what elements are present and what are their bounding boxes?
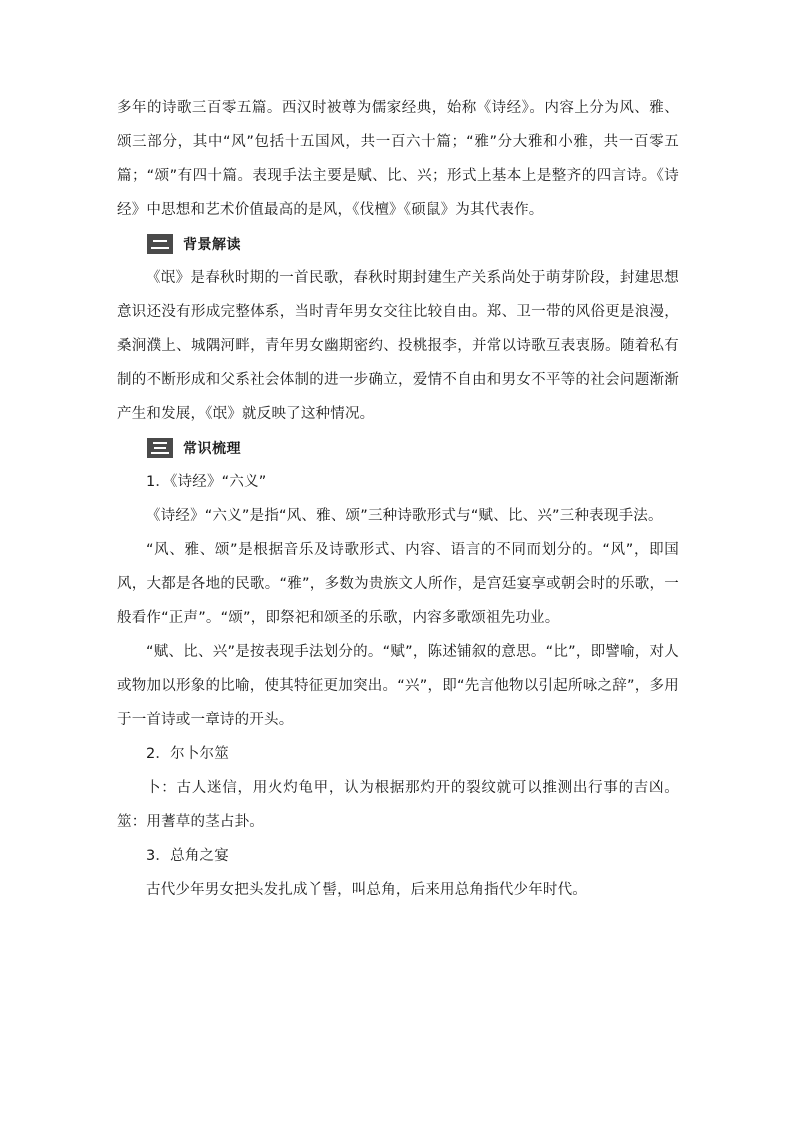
item-title: 3．总角之宴 <box>146 848 229 864</box>
section-heading-knowledge <box>147 431 679 465</box>
section-title: 常识梳理 <box>183 441 241 457</box>
item-paragraph: 卜：古人迷信，用火灼龟甲，认为根据那灼开的裂纹就可以推测出行事的吉凶。筮：用蓍草的茎占卦。 <box>117 780 679 830</box>
item-paragraph: 《诗经》“六义”是指“风、雅、颂”三种诗歌形式与“赋、比、兴”三种表现手法。 <box>146 508 663 524</box>
document-body <box>117 91 679 907</box>
section-title: 背景解读 <box>183 237 241 253</box>
intro-paragraph: 多年的诗歌三百零五篇。西汉时被尊为儒家经典，始称《诗经》。内容上分为风、雅、颂三部分，其中“风”包括十五国风，共一百六十篇；“雅”分大雅和小雅，共一百零五篇；“颂”有四十篇。表现手法主要是赋、比、兴；形式上基本上是整齐的四言诗。《诗经》中思想和艺术价值最高的是风，《伐檀》《硕鼠》为其代表作。 <box>117 100 679 218</box>
item-title: 1．《诗经》“六义” <box>146 474 267 490</box>
item-title: 2．尔卜尔筮 <box>146 746 229 762</box>
numeral-two-icon <box>147 234 173 254</box>
numeral-three-icon <box>147 438 173 458</box>
item-paragraph: “风、雅、颂”是根据音乐及诗歌形式、内容、语言的不同而划分的。“风”，即国风，大都是各地的民歌。“雅”，多数为贵族文人所作，是宫廷宴享或朝会时的乐歌，一般看作“正声”。“颂”，即祭祀和颂圣的乐歌，内容多歌颂祖先功业。 <box>117 542 679 626</box>
item-paragraph: “赋、比、兴”是按表现手法划分的。“赋”，陈述铺叙的意思。“比”，即譬喻，对人或物加以形象的比喻，使其特征更加突出。“兴”，即“先言他物以引起所咏之辞”，多用于一首诗或一章诗的开头。 <box>117 644 679 728</box>
section-heading-background <box>147 227 679 261</box>
background-paragraph: 《氓》是春秋时期的一首民歌，春秋时期封建生产关系尚处于萌芽阶段，封建思想意识还没有形成完整体系，当时青年男女交往比较自由。郑、卫一带的风俗更是浪漫，桑涧濮上、城隅河畔，青年男女幽期密约、投桃报李，并常以诗歌互表衷肠。随着私有制的不断形成和父系社会体制的进一步确立，爱情不自由和男女不平等的社会问题渐渐产生和发展，《氓》就反映了这种情况。 <box>117 270 679 422</box>
item-paragraph: 古代少年男女把头发扎成丫髻，叫总角，后来用总角指代少年时代。 <box>146 882 587 898</box>
